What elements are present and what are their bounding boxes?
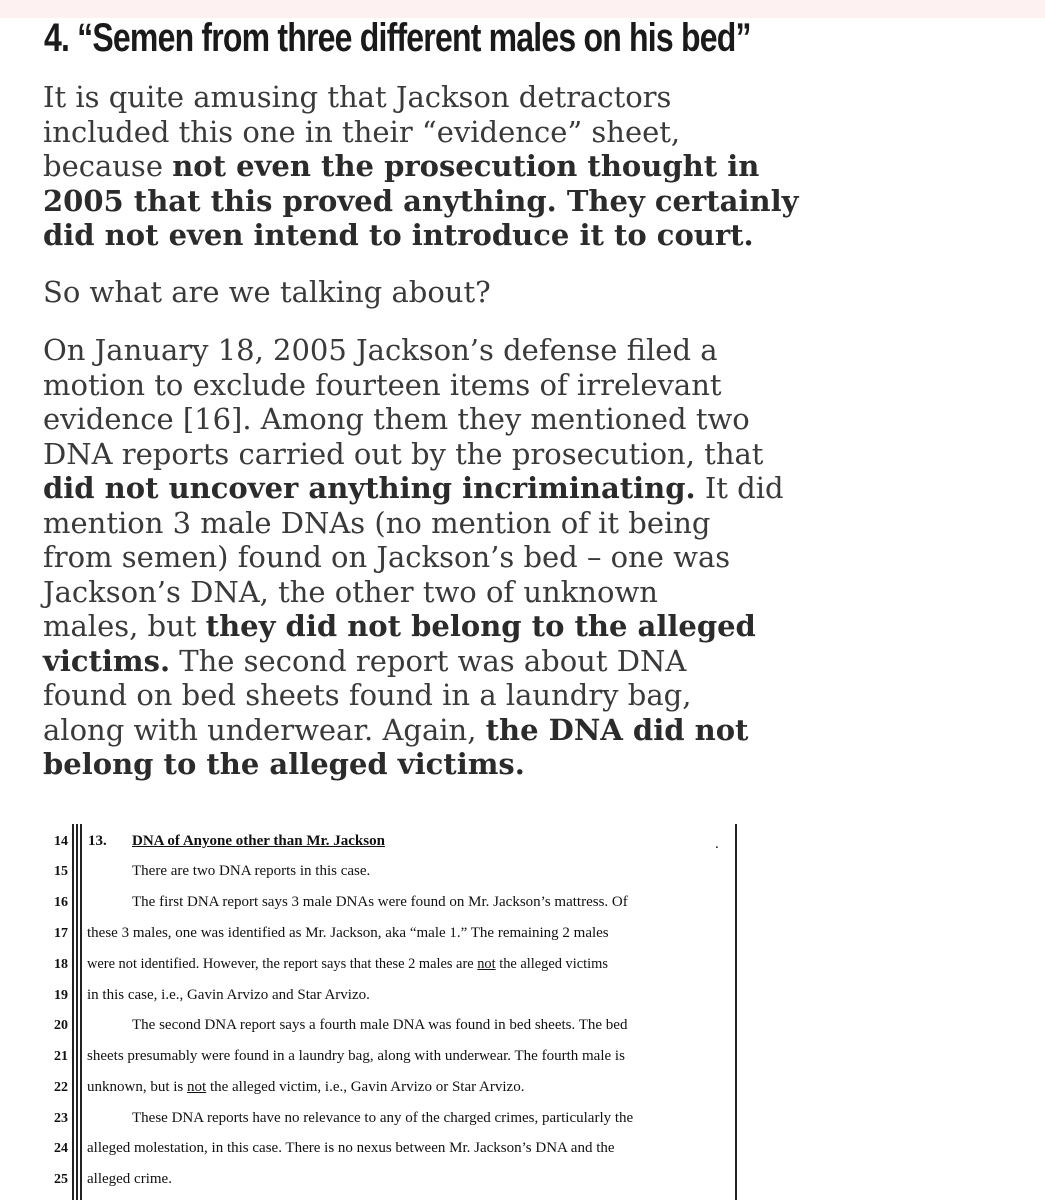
text-line: found on bed sheets found in a laundry bag, [43, 678, 692, 712]
line-number: 15 [54, 864, 68, 879]
doc-line [87, 956, 608, 973]
text-line: It is quite amusing that Jackson detractors [43, 80, 672, 114]
text-run: because [43, 149, 173, 183]
line-number: 22 [54, 1080, 68, 1095]
line-number: 20 [54, 1018, 68, 1033]
text-run: unknown, but is [87, 1079, 188, 1095]
bold-text: victims. [43, 643, 171, 678]
text-line [43, 471, 784, 506]
section-number: 13. [88, 833, 107, 849]
paragraph-2 [43, 275, 763, 310]
text-line: motion to exclude fourteen items of irrelevant [43, 367, 722, 402]
doc-line: The first DNA report says 3 male DNAs were found on Mr. Jackson’s mattress. Of [132, 894, 628, 910]
court-document-scan [0, 818, 1045, 1200]
text-line [43, 609, 763, 644]
text-line: DNA reports carried out by the prosecution, that [43, 436, 764, 471]
margin-rule [72, 824, 74, 1200]
text-line [43, 644, 763, 679]
text-line: So what are we talking about? [43, 274, 491, 309]
bold-text: belong to the alleged victims. [43, 747, 525, 781]
text-run: along with underwear. Again, [43, 712, 486, 747]
doc-line: in this case, i.e., Gavin Arvizo and Star Arvizo. [87, 987, 370, 1003]
text-line: mention 3 male DNAs (no mention of it being [43, 505, 711, 540]
paragraph-3 [43, 333, 784, 782]
text-line [43, 713, 763, 748]
text-run: males, but [43, 609, 206, 643]
line-number: 17 [54, 926, 68, 941]
line-number: 25 [54, 1172, 68, 1187]
section-title: DNA of Anyone other than Mr. Jackson [132, 833, 385, 849]
text-line [43, 149, 763, 184]
underlined-word: not [477, 956, 496, 972]
doc-line: alleged molestation, in this case. There is no nexus between Mr. Jackson’s DNA and the [87, 1140, 615, 1156]
text-line: On January 18, 2005 Jackson’s defense filed a [43, 333, 718, 367]
text-run: the alleged victims [495, 956, 608, 972]
bold-text: not even the prosecution thought in [172, 149, 760, 183]
doc-line: These DNA reports have no relevance to any of the charged crimes, particularly the [132, 1110, 634, 1126]
text-run: the alleged victim, i.e., Gavin Arvizo or Star Arvizo. [206, 1079, 525, 1095]
text-line: included this one in their “evidence” sheet, [43, 114, 681, 149]
doc-line: There are two DNA reports in this case. [132, 863, 371, 879]
line-number: 19 [54, 988, 68, 1003]
doc-line: these 3 males, one was identified as Mr. Jackson, aka “male 1.” The remaining 2 males [87, 925, 609, 941]
margin-rule [80, 824, 82, 1200]
margin-rule [76, 824, 78, 1200]
line-number: 14 [54, 834, 68, 849]
text-line: Jackson’s DNA, the other two of unknown [43, 574, 658, 609]
line-number: 24 [54, 1141, 68, 1156]
line-number: 23 [54, 1111, 68, 1126]
right-margin-rule [735, 824, 737, 1200]
bold-text: 2005 that this proved anything. They certainly [43, 183, 799, 218]
line-number: 18 [54, 957, 68, 972]
bold-text: the DNA did not [485, 712, 749, 747]
section-heading: 4. “Semen from three different males on his bed” [44, 16, 751, 60]
doc-line: alleged crime. [87, 1171, 172, 1187]
text-run: It did [695, 471, 784, 505]
line-number: 16 [54, 895, 68, 910]
bold-text: they did not belong to the alleged [205, 609, 756, 643]
bold-text: did not even intend to introduce it to court. [43, 218, 754, 252]
underlined-word: not [187, 1079, 207, 1095]
stray-mark: . [715, 836, 719, 852]
text-run: were not identified. However, the report says that these 2 males are [87, 956, 478, 972]
bold-text: did not uncover anything incriminating. [43, 471, 696, 505]
line-number: 21 [54, 1049, 68, 1064]
doc-line: sheets presumably were found in a laundry bag, along with underwear. The fourth male is [87, 1048, 625, 1064]
text-line: from semen) found on Jackson’s bed – one was [43, 540, 731, 574]
article-body [43, 80, 799, 782]
doc-line [87, 1079, 524, 1096]
text-line: evidence [16]. Among them they mentioned two [43, 402, 750, 436]
text-run: The second report was about DNA [170, 643, 687, 678]
paragraph-1 [43, 80, 799, 253]
doc-line: The second DNA report says a fourth male DNA was found in bed sheets. The bed [132, 1017, 628, 1033]
